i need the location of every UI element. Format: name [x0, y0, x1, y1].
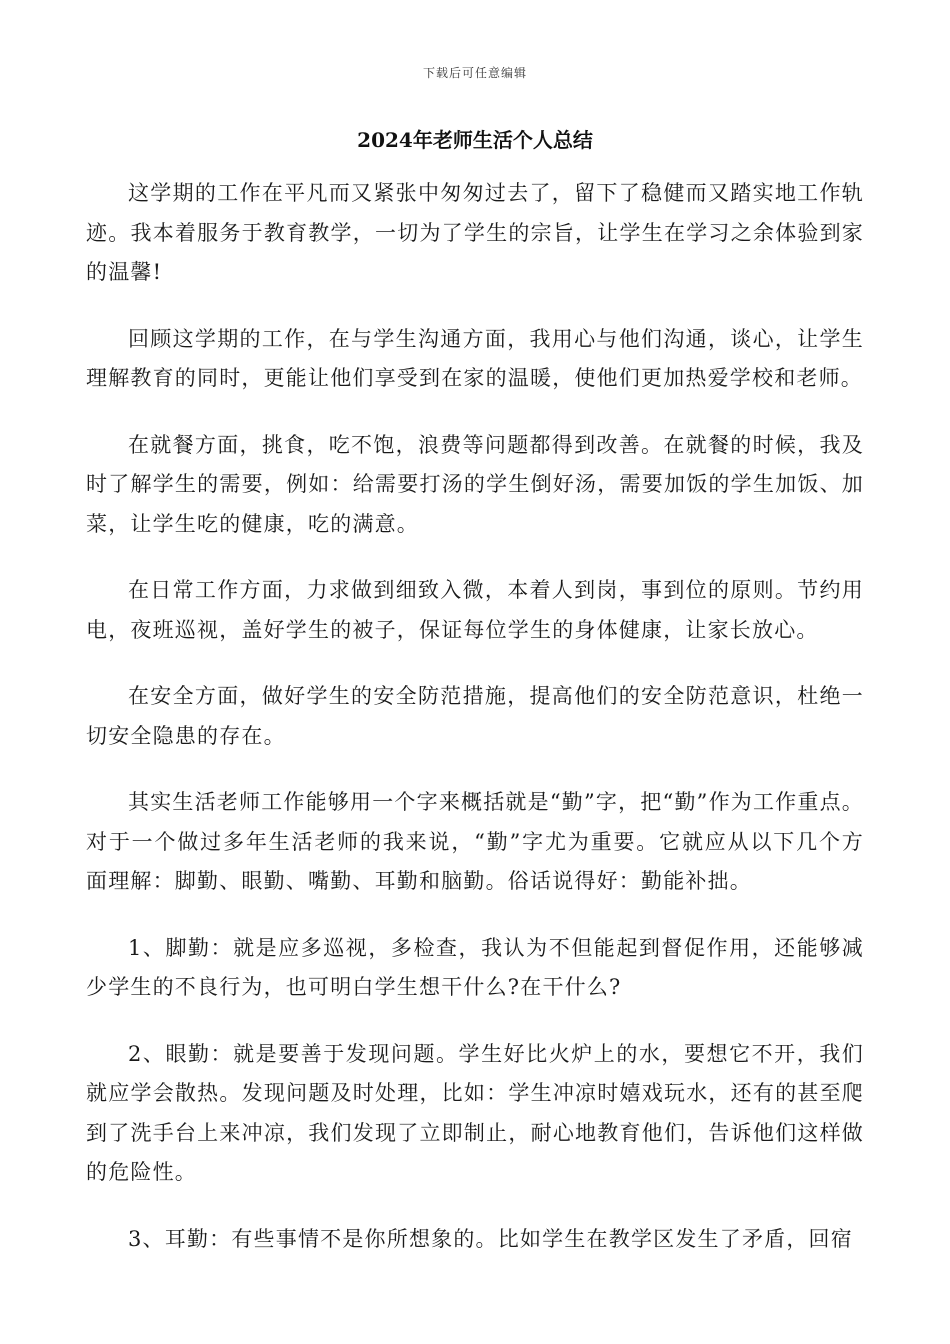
paragraph: 回顾这学期的工作，在与学生沟通方面，我用心与他们沟通，谈心，让学生理解教育的同时，更能让他们享受到在家的温暖，使他们更加热爱学校和老师。	[86, 326, 864, 390]
document-title: 2024年老师生活个人总结	[357, 128, 593, 152]
paragraph: 在就餐方面，挑食，吃不饱，浪费等问题都得到改善。在就餐的时候，我及时了解学生的需要，例如：给需要打汤的学生倒好汤，需要加饭的学生加饭、加菜，让学生吃的健康，吃的满意。	[86, 432, 864, 536]
paragraph: 2、眼勤：就是要善于发现问题。学生好比火炉上的水，要想它不开，我们就应学会散热。发现问题及时处理，比如：学生冲凉时嬉戏玩水，还有的甚至爬到了洗手台上来冲凉，我们发现了立即制止，耐心地教育他们，告诉他们这样做的危险性。	[86, 1041, 864, 1184]
document-body	[86, 174, 864, 1286]
paragraph: 在安全方面，做好学生的安全防范措施，提高他们的安全防范意识，杜绝一切安全隐患的存在。	[86, 684, 864, 748]
paragraph: 这学期的工作在平凡而又紧张中匆匆过去了，留下了稳健而又踏实地工作轨迹。我本着服务于教育教学，一切为了学生的宗旨，让学生在学习之余体验到家的温馨!	[86, 181, 864, 284]
paragraph: 在日常工作方面，力求做到细致入微，本着人到岗，事到位的原则。节约用电，夜班巡视，盖好学生的被子，保证每位学生的身体健康，让家长放心。	[86, 578, 864, 642]
paragraph: 3、耳勤：有些事情不是你所想象的。比如学生在教学区发生了矛盾，回宿	[128, 1226, 853, 1251]
paragraph: 其实生活老师工作能够用一个字来概括就是“勤”字，把“勤”作为工作重点。对于一个做过多年生活老师的我来说，“勤”字尤为重要。它就应从以下几个方面理解：脚勤、眼勤、嘴勤、耳勤和脑勤。俗话说得好：勤能补拙。	[86, 790, 864, 893]
paragraph: 1、脚勤：就是应多巡视，多检查，我认为不但能起到督促作用，还能够减少学生的不良行为，也可明白学生想干什么?在干什么?	[86, 935, 864, 999]
editable-note: 下载后可任意编辑	[422, 66, 527, 80]
